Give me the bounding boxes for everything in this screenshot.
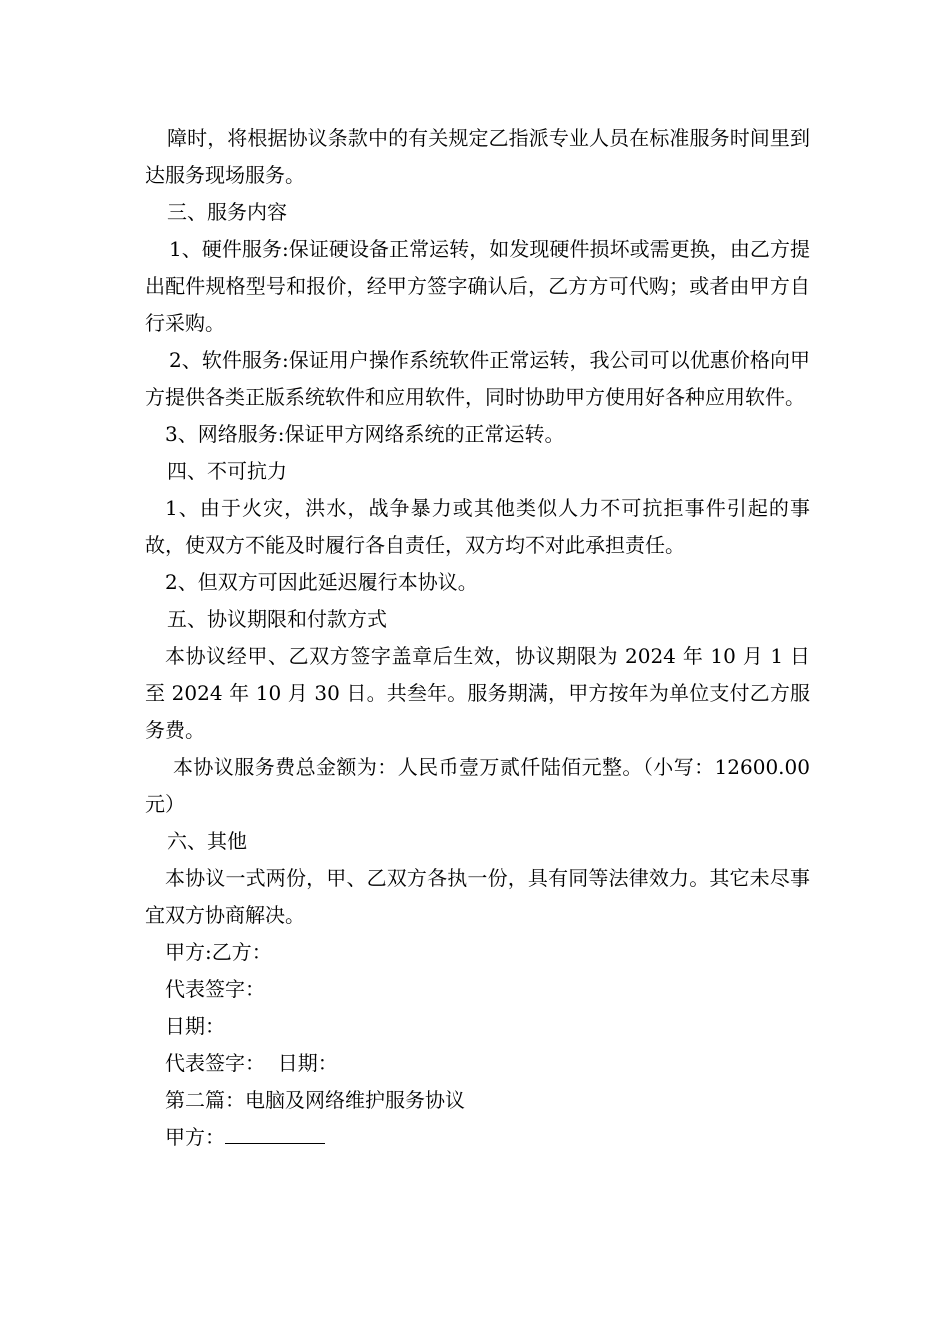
date-line: 日期：	[165, 1014, 225, 1038]
paragraph-copies: 本协议一式两份，甲、乙双方各执一份，具有同等法律效力。其它未尽事宜双方协商解决。	[145, 866, 810, 927]
section-heading-6: 六、其他	[167, 829, 247, 853]
second-document-title: 第二篇：电脑及网络维护服务协议	[165, 1088, 465, 1112]
paragraph-term: 本协议经甲、乙双方签字盖章后生效，协议期限为 2024 年 10 月 1 日至 2024 年 10 月 30 日。共叁年。服务期满，甲方按年为单位支付乙方服务费。	[145, 644, 810, 742]
signature-line: 代表签字：	[165, 977, 265, 1001]
paragraph-network: 3、网络服务:保证甲方网络系统的正常运转。	[165, 422, 565, 446]
paragraph-software: 2、软件服务:保证用户操作系统软件正常运转，我公司可以优惠价格向甲方提供各类正版系统软件和应用软件，同时协助甲方使用好各种应用软件。	[145, 348, 810, 409]
paragraph-hardware: 1、硬件服务:保证硬设备正常运转，如发现硬件损坏或需更换，由乙方提出配件规格型号和报价，经甲方签字确认后，乙方方可代购；或者由甲方自行采购。	[145, 237, 810, 335]
party-a-label: 甲方：	[165, 1125, 225, 1149]
party-a-line	[145, 1119, 810, 1156]
party-line: 甲方:乙方：	[165, 940, 272, 964]
section-heading-5: 五、协议期限和付款方式	[167, 607, 387, 631]
section-heading-3: 三、服务内容	[167, 200, 287, 224]
section-heading-4: 四、不可抗力	[167, 459, 287, 483]
paragraph-force-majeure-2: 2、但双方可因此延迟履行本协议。	[165, 570, 478, 594]
paragraph-1: 障时，将根据协议条款中的有关规定乙指派专业人员在标准服务时间里到达服务现场服务。	[145, 126, 810, 187]
paragraph-fee: 本协议服务费总金额为：人民币壹万贰仟陆佰元整。（小写：12600.00 元）	[145, 755, 810, 816]
paragraph-force-majeure-1: 1、由于火灾，洪水，战争暴力或其他类似人力不可抗拒事件引起的事故，使双方不能及时履行各自责任，双方均不对此承担责任。	[145, 496, 810, 557]
document-page	[145, 120, 810, 1156]
signature-date-line: 代表签字： 日期：	[165, 1051, 338, 1075]
party-a-blank-field	[225, 1121, 325, 1144]
